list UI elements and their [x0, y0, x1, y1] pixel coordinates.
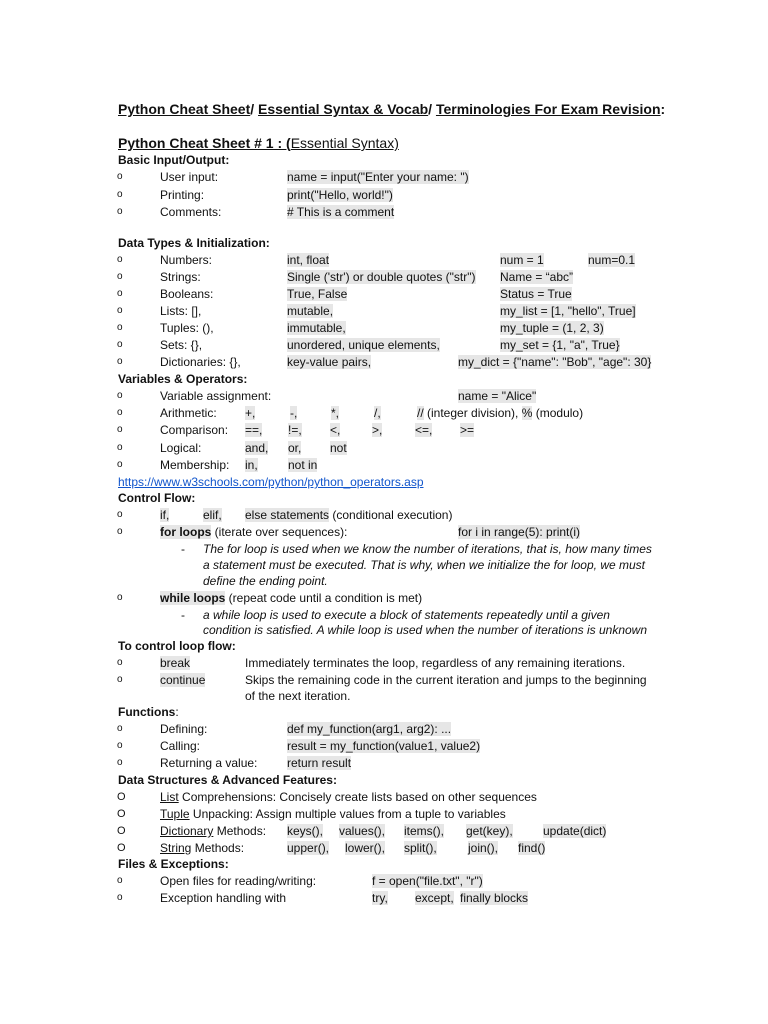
- bullet: o: [117, 892, 123, 903]
- bullet: o: [117, 407, 123, 418]
- document-page: Python Cheat Sheet/ Essential Syntax & Vocab/ Terminologies For Exam Revision: Python Cheat Sheet # 1 : (Essential Syntax) Basic Input/Output: o User input: name = input("Enter your name: ") o Printing: print("Hello, world!") o Comments: # This is a comment Data Types & Initialization: o Numbers: int, float num = 1 num=0.1 o Strings: Single ('str') or double quotes ("str") Name = “abc” o Booleans: True, False Status = True o Lists: [], mutable, my_list = [1, "hello", True] o Tuples: (), immutable, my_tuple = (1, 2, 3) o Sets: {}, unordered, unique elements, my_set = {1, "a", True} o Dictionaries: {}, key-value pairs, my_dict = {"name": "Bob", "age": 30} Variables & Operators: o Variable assignment: name = "Alice" o Arithmetic: +, -, *, /, // (integer division), % (modulo) o Comparison: ==, !=, <, >, <=, >= o Logical: and, or, not o Membership: in, not in https://www.w3schools.com/python/python_operators.asp Control Flow: o if, elif, else statements (conditional execution) o for loops (iterate over sequences): for i in range(5): print(i) - The for loop is used when we know the number of iterations, that is, how many times a statement must be executed. That is why, when we initialize the for loop, we must define the ending point. o while loops (repeat code until a condition is met) - a while loop is used to execute a block of statements repeatedly until a given condition is satisfied. A while loop is used when the number of iterations is unknown To control loop flow: o break Immediately terminates the loop, regardless of any remaining iterations. o continue Skips the remaining code in the current iteration and jumps to the beginning of the next iteration. Functions: o Defining: def my_function(arg1, arg2): ... o Calling: result = my_function(value1, value2) o Returning a value: return result Data Structures & Advanced Features: O List Comprehensions: Concisely create lists based on other sequences O Tuple Unpacking: Assign multiple values from a tuple to variables O Dictionary Methods: keys(), values(), items(), get(key), update(dict) O String Methods: upper(), lower(), split(), join(), find() Files & Exceptions: o Open files for reading/writing: f = open("file.txt", "r") o Exception handling with try, except, finally blocks: [117, 101, 666, 905]
- bullet: o: [117, 740, 123, 751]
- title-part-2: Essential Syntax & Vocab: [258, 101, 429, 117]
- bullet: o: [117, 442, 123, 453]
- bullet: o: [117, 757, 123, 768]
- bullet: o: [117, 459, 123, 470]
- section-heading-variables: Variables & Operators:: [118, 372, 248, 386]
- bullet: o: [117, 592, 123, 603]
- bullet: O: [117, 791, 126, 803]
- code-snippet: name = input("Enter your name: "): [287, 170, 469, 184]
- dash-bullet: -: [181, 542, 185, 556]
- code-snippet: # This is a comment: [287, 205, 395, 219]
- bullet: o: [117, 424, 123, 435]
- bullet: o: [117, 657, 123, 668]
- sheet-heading: Python Cheat Sheet # 1 : (Essential Syntax): [118, 135, 399, 151]
- bullet: o: [117, 526, 123, 537]
- section-heading-basic-io: Basic Input/Output:: [118, 153, 230, 167]
- bullet: o: [117, 206, 123, 217]
- bullet: O: [117, 825, 126, 837]
- section-heading-functions: Functions:: [118, 705, 179, 719]
- bullet: o: [117, 723, 123, 734]
- bullet: o: [117, 322, 123, 333]
- bullet: o: [117, 509, 123, 520]
- section-heading-advanced: Data Structures & Advanced Features:: [118, 773, 337, 787]
- section-heading-data-types: Data Types & Initialization:: [118, 236, 270, 250]
- section-heading-loop-flow: To control loop flow:: [118, 639, 236, 653]
- bullet: o: [117, 390, 123, 401]
- bullet: o: [117, 875, 123, 886]
- dash-bullet: -: [181, 608, 185, 622]
- bullet: O: [117, 842, 126, 854]
- bullet: o: [117, 271, 123, 282]
- title-part-1: Python Cheat Sheet: [118, 101, 251, 117]
- title-part-3: Terminologies For Exam Revision: [435, 101, 661, 117]
- bullet: o: [117, 305, 123, 316]
- bullet: o: [117, 356, 123, 367]
- section-heading-control-flow: Control Flow:: [118, 491, 196, 505]
- section-heading-files: Files & Exceptions:: [118, 857, 229, 871]
- bullet: o: [117, 189, 123, 200]
- bullet: O: [117, 808, 126, 820]
- bullet: o: [117, 288, 123, 299]
- code-snippet: print("Hello, world!"): [287, 188, 393, 202]
- document-title: Python Cheat Sheet/ Essential Syntax & Vocab/ Terminologies For Exam Revision:: [118, 101, 666, 117]
- bullet: o: [117, 339, 123, 350]
- bullet: o: [117, 171, 123, 182]
- operators-reference-link[interactable]: https://www.w3schools.com/python/python_operators.asp: [118, 475, 424, 489]
- bullet: o: [117, 674, 123, 685]
- bullet: o: [117, 254, 123, 265]
